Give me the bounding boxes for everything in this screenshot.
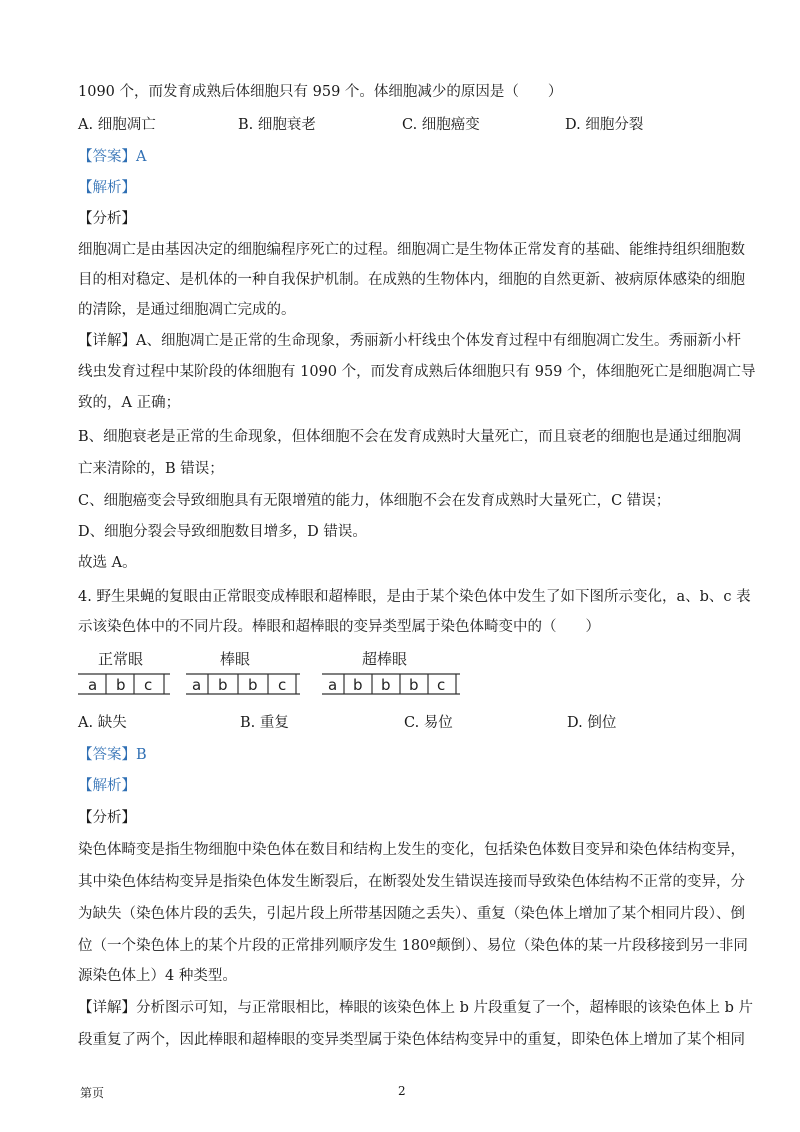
segment-label: b	[116, 676, 126, 694]
q4-detail-line: 【详解】分析图示可知，与正常眼相比，棒眼的该染色体上 b 片段重复了一个，超棒眼的该染色体上 b 片	[78, 1000, 753, 1016]
q4-stem-line: 示该染色体中的不同片段。棒眼和超棒眼的变异类型属于染色体畸变中的（ ）	[78, 619, 600, 635]
footer-page-label: 第页	[80, 1086, 105, 1100]
segment-label: a	[328, 676, 338, 694]
q4-option-a: A. 缺失	[78, 715, 127, 731]
segment-label: c	[144, 676, 153, 694]
q4-analysis-line: 其中染色体结构变异是指染色体发生断裂后，在断裂处发生错误连接而导致染色体结构不正常的变异，分	[78, 874, 745, 890]
q4-analysis-line: 源染色体上）4 种类型。	[78, 968, 237, 984]
footer-page-number: 2	[398, 1084, 406, 1098]
q3-option-a: A. 细胞凋亡	[78, 117, 156, 133]
diagram-label-normal: 正常眼	[98, 650, 144, 668]
q4-analysis-line: 为缺失（染色体片段的丢失，引起片段上所带基因随之丢失）、重复（染色体上增加了某个相同片段）、倒	[78, 906, 745, 922]
segment-label: b	[353, 676, 363, 694]
segment-label: c	[278, 676, 287, 694]
segment-label: a	[88, 676, 98, 694]
q3-fenxi-heading: 【分析】	[78, 211, 136, 227]
q3-stem-tail: 1090 个，而发育成熟后体细胞只有 959 个。体细胞减少的原因是（ ）	[78, 84, 563, 100]
q4-analysis-line: 位（一个染色体上的某个片段的正常排列顺序发生 180º颠倒）、易位（染色体的某一片段移接到另一非同	[78, 938, 748, 954]
q4-analysis-line: 染色体畸变是指生物细胞中染色体在数目和结构上发生的变化，包括染色体数目变异和染色体结构变异，	[78, 842, 745, 858]
chromosome-diagram	[78, 646, 478, 706]
segment-label: c	[437, 676, 446, 694]
diagram-label-ultrabar: 超棒眼	[362, 650, 408, 668]
q3-detail-line: 故选 A。	[78, 555, 137, 571]
q3-detail-line: D、细胞分裂会导致细胞数目增多，D 错误。	[78, 524, 367, 540]
q3-detail-line: C、细胞癌变会导致细胞具有无限增殖的能力，体细胞不会在发育成熟时大量死亡，C 错误；	[78, 493, 671, 509]
segment-label: b	[248, 676, 258, 694]
q3-jiexi-heading: 【解析】	[78, 180, 136, 196]
q3-detail-line: 亡来清除的，B 错误；	[78, 461, 224, 477]
q4-answer: 【答案】B	[78, 747, 147, 763]
q3-detail-line: 致的，A 正确；	[78, 395, 181, 411]
q4-option-b: B. 重复	[240, 715, 289, 731]
q4-detail-line: 段重复了两个，因此棒眼和超棒眼的变异类型属于染色体结构变异中的重复，即染色体上增加了某个相同	[78, 1032, 745, 1048]
q4-stem-line: 4. 野生果蝇的复眼由正常眼变成棒眼和超棒眼，是由于某个染色体中发生了如下图所示变化，a、b、c 表	[78, 589, 751, 605]
q4-fenxi-heading: 【分析】	[78, 810, 136, 826]
segment-label: b	[218, 676, 228, 694]
q3-answer: 【答案】A	[78, 149, 147, 165]
q3-analysis-line: 的清除，是通过细胞凋亡完成的。	[78, 302, 296, 318]
q3-detail-line: 【详解】A、细胞凋亡是正常的生命现象，秀丽新小杆线虫个体发育过程中有细胞凋亡发生。秀丽新小杆	[78, 333, 741, 349]
q3-analysis-line: 目的相对稳定、是机体的一种自我保护机制。在成熟的生物体内，细胞的自然更新、被病原体感染的细胞	[78, 272, 745, 288]
q3-option-c: C. 细胞癌变	[402, 117, 480, 133]
segment-label: b	[381, 676, 391, 694]
q4-option-c: C. 易位	[404, 715, 453, 731]
q3-option-b: B. 细胞衰老	[238, 117, 316, 133]
q3-detail-line: 线虫发育过程中某阶段的体细胞有 1090 个，而发育成熟后体细胞只有 959 个，体细胞死亡是细胞凋亡导	[78, 364, 756, 380]
diagram-label-bar: 棒眼	[220, 650, 251, 668]
q4-jiexi-heading: 【解析】	[78, 778, 136, 794]
segment-label: a	[192, 676, 202, 694]
q3-analysis-line: 细胞凋亡是由基因决定的细胞编程序死亡的过程。细胞凋亡是生物体正常发育的基础、能维持组织细胞数	[78, 242, 745, 258]
segment-label: b	[409, 676, 419, 694]
q4-option-d: D. 倒位	[567, 715, 617, 731]
q3-detail-line: B、细胞衰老是正常的生命现象，但体细胞不会在发育成熟时大量死亡，而且衰老的细胞也是通过细胞凋	[78, 429, 742, 445]
q3-option-d: D. 细胞分裂	[565, 117, 644, 133]
